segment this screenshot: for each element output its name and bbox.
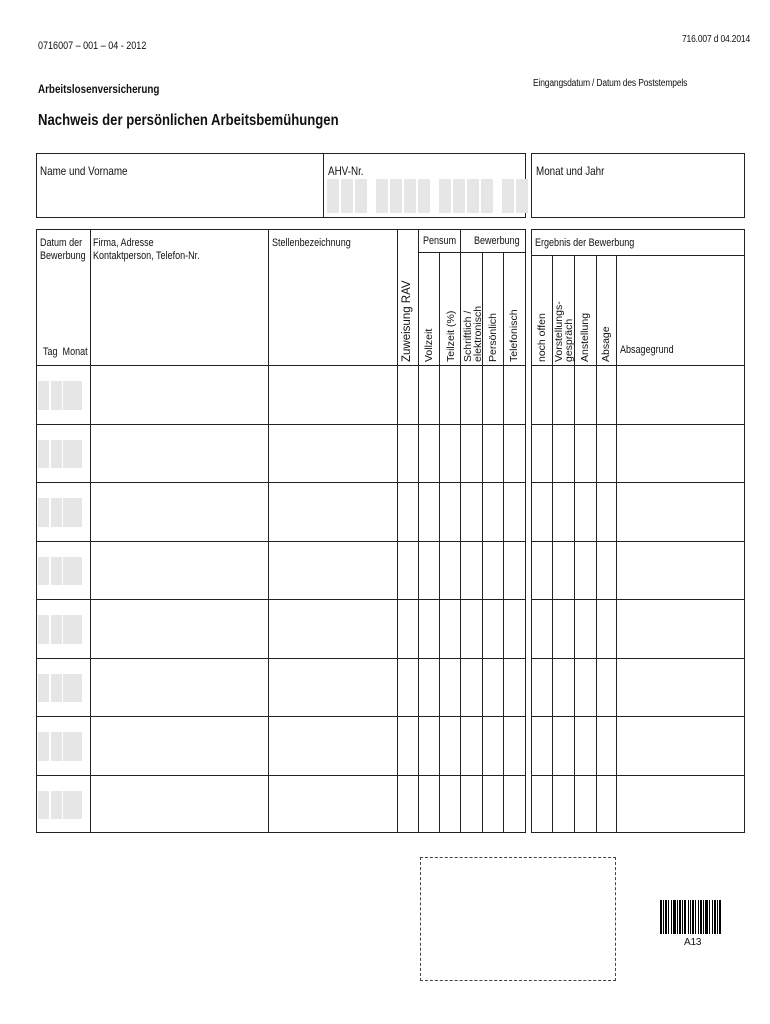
insurance-label: Arbeitslosenversicherung <box>38 82 160 96</box>
month-digit-cell[interactable] <box>71 381 82 410</box>
day-digit-cell[interactable] <box>51 732 62 761</box>
ahv-digit-cell[interactable] <box>327 179 339 213</box>
barcode <box>660 900 721 934</box>
grid-line <box>418 229 419 833</box>
month-digit-cell[interactable] <box>71 615 82 644</box>
day-digit-cell[interactable] <box>51 557 62 586</box>
name-input[interactable] <box>38 182 321 214</box>
group-ergebnis-label: Ergebnis der Bewerbung <box>535 237 635 249</box>
month-digit-cell[interactable] <box>71 791 82 820</box>
ahv-digit-cell[interactable] <box>481 179 493 213</box>
col-schriftlich-label-1: Schriftlich / <box>462 310 474 362</box>
position-input[interactable] <box>269 543 396 598</box>
day-digit-cell[interactable] <box>51 440 62 469</box>
grid-line <box>460 252 461 833</box>
group-bewerbung-label: Bewerbung <box>474 235 520 247</box>
ahv-number-field[interactable] <box>327 179 523 213</box>
ahv-digit-cell[interactable] <box>453 179 465 213</box>
form-code: 0716007 – 001 – 04 - 2012 <box>38 40 147 52</box>
header-bottom-line <box>36 365 526 366</box>
grid-line <box>460 229 461 252</box>
rejection-reason-input[interactable] <box>617 543 744 598</box>
ahv-digit-cell[interactable] <box>390 179 402 213</box>
month-digit-cell[interactable] <box>71 440 82 469</box>
position-input[interactable] <box>269 777 396 832</box>
col-anstellung-label: Anstellung <box>579 312 591 362</box>
barcode-label: A13 <box>684 937 702 948</box>
rejection-reason-input[interactable] <box>617 718 744 773</box>
month-digit-cell[interactable] <box>71 674 82 703</box>
col-schriftlich-label-2: elektronisch <box>472 305 484 362</box>
day-digit-cell[interactable] <box>38 557 49 586</box>
postmark-stamp-area <box>420 857 616 981</box>
col-absagegrund-label: Absagegrund <box>620 344 674 356</box>
col-noch-offen-label: noch offen <box>536 313 548 362</box>
grid-line <box>397 229 398 833</box>
form-version: 716.007 d 04.2014 <box>682 34 751 45</box>
grid-line <box>439 252 440 833</box>
position-input[interactable] <box>269 601 396 656</box>
company-input[interactable] <box>91 777 267 832</box>
header-bottom-line <box>531 365 745 366</box>
company-input[interactable] <box>91 367 267 422</box>
day-digit-cell[interactable] <box>38 791 49 820</box>
col-position-label: Stellenbezeichnung <box>272 237 351 249</box>
month-digit-cell[interactable] <box>71 732 82 761</box>
col-teilzeit-label: Teilzeit (%) <box>445 310 457 362</box>
ahv-label: AHV-Nr. <box>328 164 364 178</box>
rejection-reason-input[interactable] <box>617 660 744 715</box>
ahv-digit-cell[interactable] <box>404 179 416 213</box>
day-digit-cell[interactable] <box>51 381 62 410</box>
row-divider <box>36 716 526 717</box>
rejection-reason-input[interactable] <box>617 367 744 422</box>
ahv-digit-cell[interactable] <box>516 179 528 213</box>
group-pensum-label: Pensum <box>423 235 457 247</box>
day-digit-cell[interactable] <box>38 674 49 703</box>
position-input[interactable] <box>269 367 396 422</box>
ahv-digit-cell[interactable] <box>376 179 388 213</box>
day-digit-cell[interactable] <box>38 732 49 761</box>
rejection-reason-input[interactable] <box>617 484 744 539</box>
company-input[interactable] <box>91 543 267 598</box>
receipt-date-label: Eingangsdatum / Datum des Poststempels <box>533 78 688 89</box>
position-input[interactable] <box>269 660 396 715</box>
barcode-bar <box>719 900 721 934</box>
month-digit-cell[interactable] <box>71 498 82 527</box>
col-vorstellung-label-2: gespräch <box>563 318 575 362</box>
col-vorstellung-label-1: Vorstellungs- <box>553 301 565 362</box>
row-divider <box>531 482 745 483</box>
day-digit-cell[interactable] <box>38 498 49 527</box>
day-digit-cell[interactable] <box>51 498 62 527</box>
col-vollzeit-label: Vollzeit <box>423 328 435 362</box>
position-input[interactable] <box>269 426 396 481</box>
position-input[interactable] <box>269 718 396 773</box>
col-date-sub-label: Tag Monat <box>43 346 88 358</box>
company-input[interactable] <box>91 484 267 539</box>
grid-line <box>596 255 597 833</box>
month-digit-cell[interactable] <box>71 557 82 586</box>
company-input[interactable] <box>91 601 267 656</box>
ahv-digit-cell[interactable] <box>355 179 367 213</box>
col-absage-label: Absage <box>600 326 612 362</box>
col-date-label: Datum der Bewerbung <box>40 237 86 262</box>
row-divider <box>531 599 745 600</box>
ahv-digit-cell[interactable] <box>341 179 353 213</box>
divider <box>323 153 324 218</box>
row-divider <box>36 482 526 483</box>
day-digit-cell[interactable] <box>38 381 49 410</box>
month-year-input[interactable] <box>533 182 743 214</box>
page-title: Nachweis der persönlichen Arbeitsbemühungen <box>38 112 339 129</box>
rejection-reason-input[interactable] <box>617 601 744 656</box>
col-persoenlich-label: Persönlich <box>487 312 499 362</box>
ahv-digit-cell[interactable] <box>502 179 514 213</box>
rejection-reason-input[interactable] <box>617 777 744 832</box>
position-input[interactable] <box>269 484 396 539</box>
company-input[interactable] <box>91 660 267 715</box>
col-rav-label: Zuweisung RAV <box>401 280 413 362</box>
month-year-label: Monat und Jahr <box>536 164 605 178</box>
company-input[interactable] <box>91 426 267 481</box>
day-digit-cell[interactable] <box>51 615 62 644</box>
row-divider <box>531 716 745 717</box>
grid-line <box>418 252 526 253</box>
grid-line <box>503 252 504 833</box>
ahv-digit-cell[interactable] <box>418 179 430 213</box>
row-divider <box>36 599 526 600</box>
day-digit-cell[interactable] <box>51 791 62 820</box>
day-digit-cell[interactable] <box>38 440 49 469</box>
grid-line <box>531 255 745 256</box>
day-digit-cell[interactable] <box>51 674 62 703</box>
col-telefonisch-label: Telefonisch <box>508 309 520 362</box>
rejection-reason-input[interactable] <box>617 426 744 481</box>
ahv-digit-cell[interactable] <box>439 179 451 213</box>
day-digit-cell[interactable] <box>38 615 49 644</box>
col-company-label: Firma, Adresse Kontaktperson, Telefon-Nr. <box>93 237 200 262</box>
ahv-digit-cell[interactable] <box>467 179 479 213</box>
company-input[interactable] <box>91 718 267 773</box>
name-label: Name und Vorname <box>40 164 128 178</box>
